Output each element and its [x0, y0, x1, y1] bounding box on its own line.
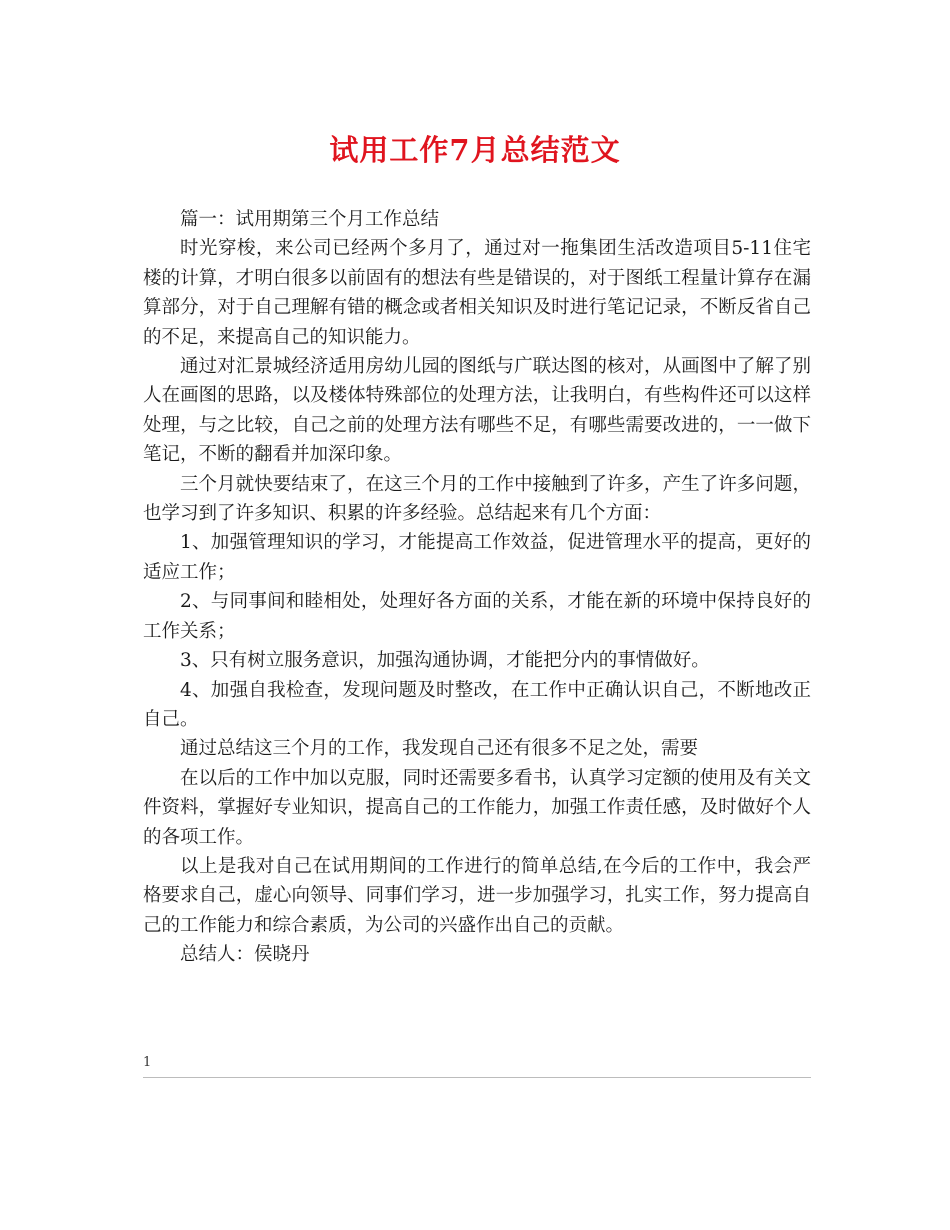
- section-heading: 篇一：试用期第三个月工作总结: [180, 209, 440, 230]
- document-body: [143, 205, 811, 970]
- signature-line: 总结人：侯晓丹: [180, 944, 310, 966]
- list-item: 1、加强管理知识的学习，才能提高工作效益，促进管理水平的提高，更好的适应工作；: [143, 532, 811, 583]
- list-item: 4、加强自我检查，发现问题及时整改，在工作中正确认识自己，不断地改正自己。: [143, 679, 811, 730]
- paragraph: 三个月就快要结束了，在这三个月的工作中接触到了许多，产生了许多问题，也学习到了许多知识、积累的许多经验。总结起来有几个方面：: [143, 473, 811, 525]
- paragraph: 以上是我对自己在试用期间的工作进行的简单总结,在今后的工作中，我会严格要求自己，虚心向领导、同事们学习，进一步加强学习，扎实工作，努力提高自己的工作能力和综合素质，为公司的兴盛作出自己的贡献。: [143, 855, 811, 936]
- footer-divider: [143, 1077, 811, 1078]
- paragraph: 通过总结这三个月的工作，我发现自己还有很多不足之处，需要: [180, 738, 699, 760]
- paragraph: 在以后的工作中加以克服，同时还需要多看书，认真学习定额的使用及有关文件资料，掌握好专业知识，提高自己的工作能力，加强工作责任感，及时做好个人的各项工作。: [143, 767, 811, 848]
- paragraph: 时光穿梭，来公司已经两个多月了，通过对一拖集团生活改造项目5-11住宅楼的计算，才明白很多以前固有的想法有些是错误的，对于图纸工程量计算存在漏算部分，对于自己理解有错的概念或者相关知识及时进行笔记记录，不断反省自己的不足，来提高自己的知识能力。: [143, 238, 811, 348]
- list-item: 2、与同事间和睦相处，处理好各方面的关系，才能在新的环境中保持良好的工作关系；: [143, 591, 811, 642]
- page-number: 1: [143, 1055, 152, 1070]
- document-title: 试用工作7月总结范文: [329, 133, 621, 167]
- paragraph: 通过对汇景城经济适用房幼儿园的图纸与广联达图的核对，从画图中了解了别人在画图的思路，以及楼体特殊部位的处理方法，让我明白，有些构件还可以这样处理，与之比较，自己之前的处理方法有哪些不足，有哪些需要改进的，一一做下笔记，不断的翻看并加深印象。: [143, 356, 811, 466]
- list-item: 3、只有树立服务意识，加强沟通协调，才能把分内的事情做好。: [180, 650, 710, 672]
